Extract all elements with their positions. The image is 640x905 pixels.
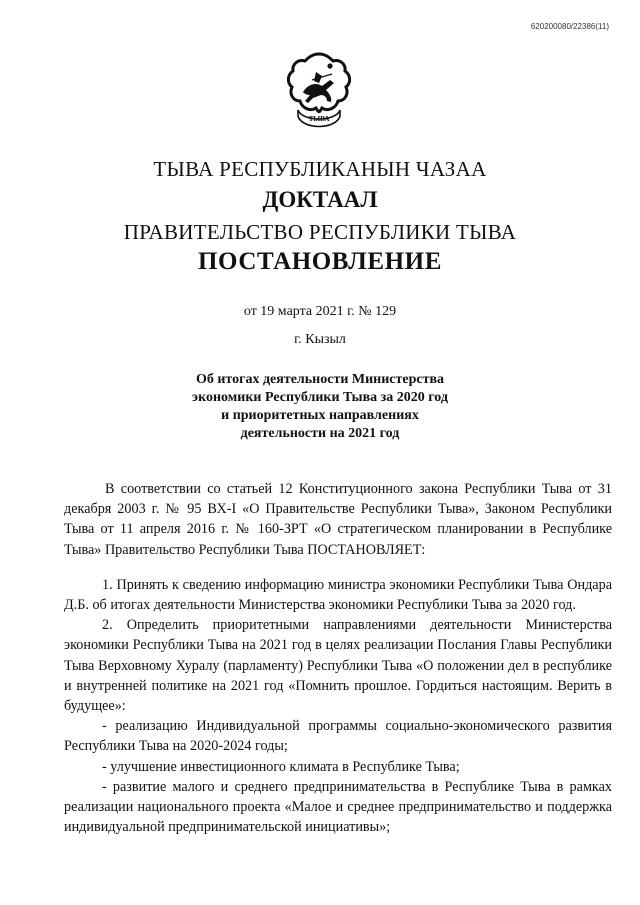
header-government: ПРАВИТЕЛЬСТВО РЕСПУБЛИКИ ТЫВА xyxy=(123,220,517,244)
document-date: от 19 марта 2021 г. № 129 xyxy=(243,304,397,319)
priority-bullet: - развитие малого и среднего предпринимательства в Республике Тыва в рамках реализации национального проекта «Малое и среднее предпринимательство и поддержка индивидуальной предпринимательской инициативы»; xyxy=(64,778,612,836)
header-tyva-resolution: ДОКТААЛ xyxy=(262,187,378,212)
title-line: и приоритетных направлениях xyxy=(221,408,419,423)
tyva-coat-of-arms-icon xyxy=(286,50,352,134)
header-tyva-government: ТЫВА РЕСПУБЛИКАНЫН ЧАЗАА xyxy=(153,157,487,181)
preamble-paragraph: В соответствии со статьей 12 Конституционного закона Республики Тыва от 31 декабря 2003 г. № 95 ВХ-I «О Правительстве Республики Тыва», Законом Республики Тыва от 11 апреля 2016 г. № 160-ЗРТ «О стратегическом планировании в Республике Тыва» Правительство Республики Тыва ПОСТАНОВЛЯЕТ: xyxy=(64,481,612,558)
document-body xyxy=(64,479,612,837)
item-1-paragraph: 1. Принять к сведению информацию министра экономики Республики Тыва Ондара Д.Б. об итогах деятельности Министерства экономики Республики Тыва за 2020 год. xyxy=(64,576,612,614)
title-line: деятельности на 2021 год xyxy=(240,426,400,441)
header-resolution: ПОСТАНОВЛЕНИЕ xyxy=(197,248,443,275)
document-title xyxy=(0,371,640,443)
document-number: 620200080/22386(11) xyxy=(530,22,609,31)
emblem-ribbon-text: ТЫВА xyxy=(308,115,330,123)
priority-bullet: - реализацию Индивидуальной программы социально-экономического развития Республики Тыва на 2020-2024 годы; xyxy=(64,718,612,755)
document-city: г. Кызыл xyxy=(294,332,346,347)
title-line: экономики Республики Тыва за 2020 год xyxy=(192,390,448,405)
title-line: Об итогах деятельности Министерства xyxy=(195,372,445,387)
priority-bullet: - улучшение инвестиционного климата в Республике Тыва; xyxy=(102,758,460,775)
item-2-paragraph: 2. Определить приоритетными направлениями деятельности Министерства экономики Республики Тыва на 2021 год в целях реализации Послания Главы Республики Тыва Верховному Хуралу (парламенту) Республики Тыва «О положении дел в республике и внутренней политике на 2021 год «Помнить прошлое. Гордиться настоящим. Верить в будущее»: xyxy=(64,617,612,715)
